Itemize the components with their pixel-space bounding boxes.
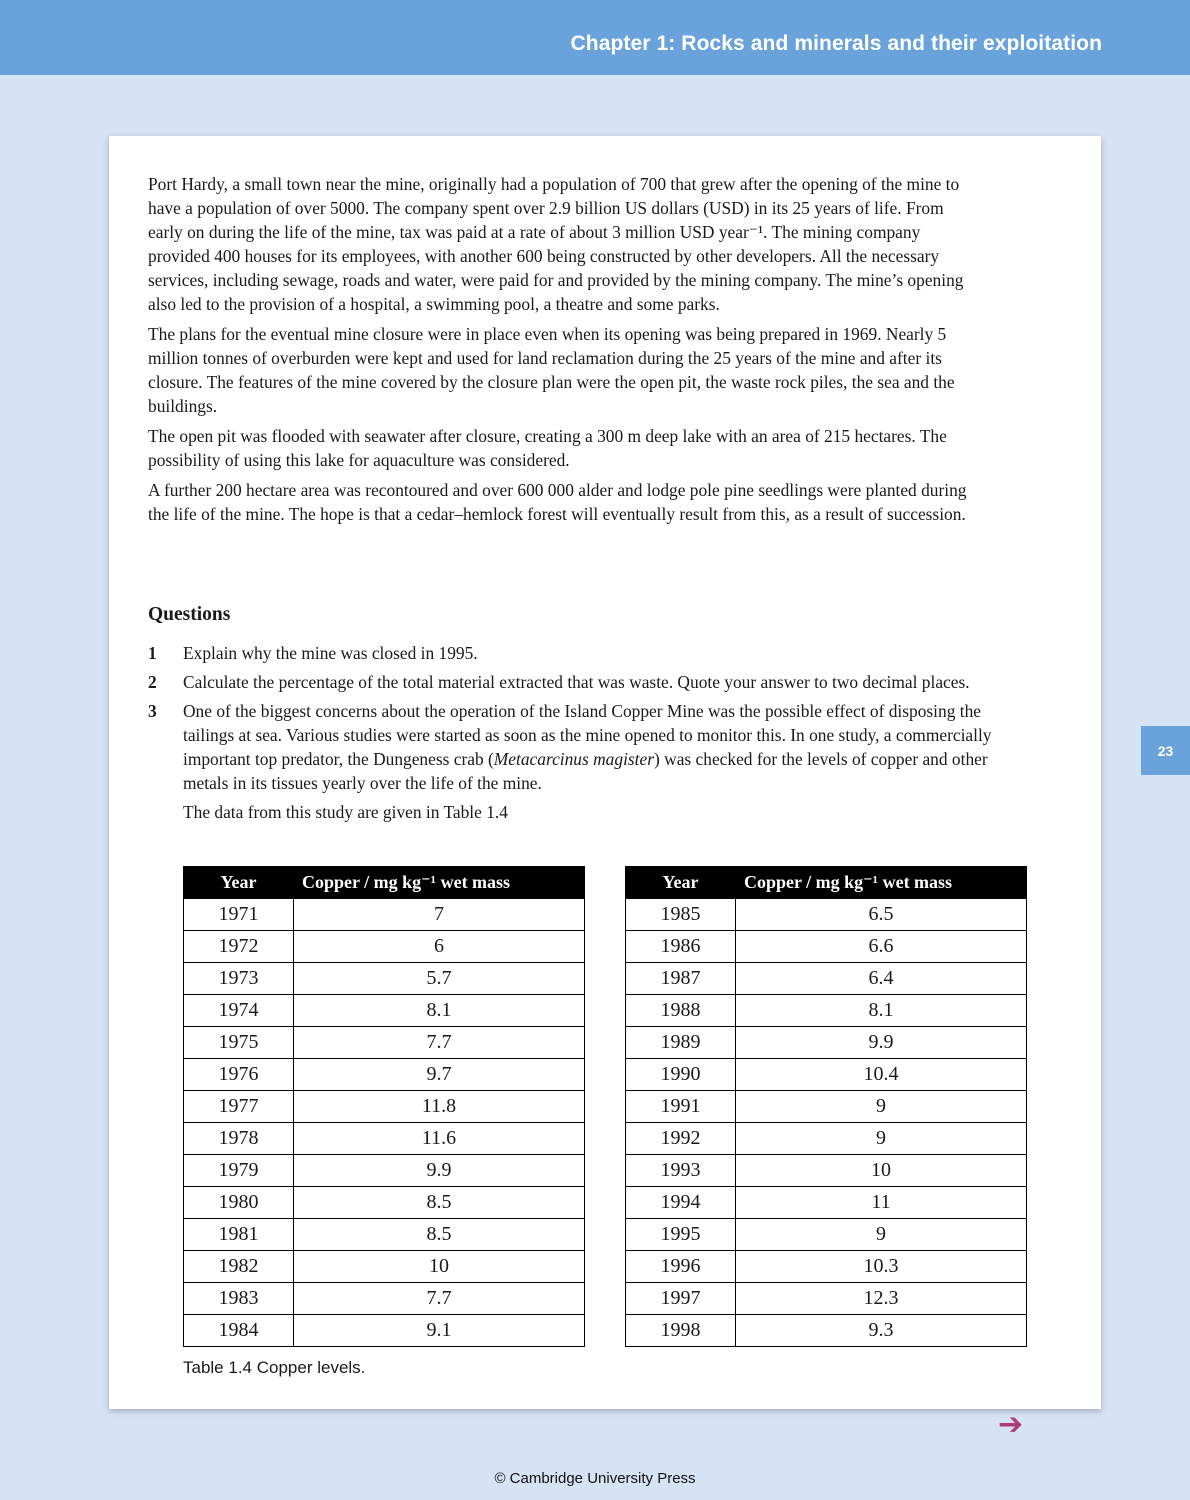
copper-value-cell: 9: [736, 1091, 1027, 1123]
page-number-tab: 23: [1141, 726, 1190, 775]
table-caption-text: Copper levels.: [256, 1358, 366, 1377]
copper-value-cell: 9.9: [294, 1155, 585, 1187]
copper-value-cell: 8.5: [294, 1219, 585, 1251]
table-row: [184, 1315, 585, 1347]
year-cell: 1977: [184, 1091, 294, 1123]
copper-value-cell: 6.4: [736, 963, 1027, 995]
table-row: [626, 1027, 1027, 1059]
year-cell: 1981: [184, 1219, 294, 1251]
copper-value-cell: 9.3: [736, 1315, 1027, 1347]
chapter-title: Chapter 1: Rocks and minerals and their exploitation: [570, 32, 1102, 55]
year-cell: 1998: [626, 1315, 736, 1347]
question-number: 2: [148, 672, 157, 692]
year-cell: 1985: [626, 899, 736, 931]
year-cell: 1979: [184, 1155, 294, 1187]
table-row: [184, 1251, 585, 1283]
copper-value-cell: 10.4: [736, 1059, 1027, 1091]
table-intro: The data from this study are given in Table 1.4: [183, 802, 508, 822]
table-row: [626, 1219, 1027, 1251]
table-row: [184, 963, 585, 995]
table-caption-label: Table 1.4: [183, 1358, 252, 1377]
copper-value-cell: 6: [294, 931, 585, 963]
table-row: [626, 1123, 1027, 1155]
copper-value-cell: 8.1: [736, 995, 1027, 1027]
table-row: [184, 1059, 585, 1091]
question-item: [148, 670, 1008, 694]
table-row: [626, 1283, 1027, 1315]
year-cell: 1988: [626, 995, 736, 1027]
table-row: [184, 1219, 585, 1251]
table-row: [184, 899, 585, 931]
table-row: [626, 1187, 1027, 1219]
question-text-before: One of the biggest concerns about the operation of the Island Copper Mine was the possible effect of disposing the tailings at sea. Various studies were started as soon as the mine opened to monitor this. In one study, a commercially important top predator, the Dungeness crab (: [183, 701, 992, 769]
copper-value-cell: 10: [294, 1251, 585, 1283]
table-row: [184, 1187, 585, 1219]
copper-table-right: [625, 866, 1027, 1347]
table-caption: [183, 1358, 365, 1378]
question-text: Explain why the mine was closed in 1995.: [183, 643, 478, 663]
table-row: [184, 1027, 585, 1059]
table-row: [626, 899, 1027, 931]
copper-value-cell: 7: [294, 899, 585, 931]
year-cell: 1974: [184, 995, 294, 1027]
year-cell: 1992: [626, 1123, 736, 1155]
table-row: [626, 995, 1027, 1027]
species-name: Metacarcinus magister: [493, 749, 654, 769]
copper-value-cell: 12.3: [736, 1283, 1027, 1315]
copper-value-cell: 6.6: [736, 931, 1027, 963]
copper-value-cell: 5.7: [294, 963, 585, 995]
copper-value-cell: 10: [736, 1155, 1027, 1187]
year-cell: 1997: [626, 1283, 736, 1315]
column-header-year: Year: [184, 867, 294, 899]
column-header-copper: Copper / mg kg⁻¹ wet mass: [294, 867, 585, 899]
year-cell: 1976: [184, 1059, 294, 1091]
question-text: Calculate the percentage of the total material extracted that was waste. Quote your answer to two decimal places.: [183, 672, 970, 692]
copper-value-cell: 9.7: [294, 1059, 585, 1091]
year-cell: 1982: [184, 1251, 294, 1283]
table-row: [626, 1155, 1027, 1187]
table-row: [626, 963, 1027, 995]
copper-value-cell: 9: [736, 1123, 1027, 1155]
copyright-footer: © Cambridge University Press: [494, 1470, 696, 1487]
paragraph: The plans for the eventual mine closure were in place even when its opening was being prepared in 1969. Nearly 5 million tonnes of overburden were kept and used for land reclamation during the 25 years of the mine and after its closure. The features of the mine covered by the closure plan were the open pit, the waste rock piles, the sea and the buildings.: [148, 324, 955, 416]
copper-value-cell: 9.1: [294, 1315, 585, 1347]
year-cell: 1984: [184, 1315, 294, 1347]
year-cell: 1989: [626, 1027, 736, 1059]
question-item: [148, 641, 1008, 665]
table-row: [184, 931, 585, 963]
table-row: [626, 1315, 1027, 1347]
table-row: [626, 1251, 1027, 1283]
copper-value-cell: 7.7: [294, 1027, 585, 1059]
year-cell: 1987: [626, 963, 736, 995]
table-header-row: [184, 867, 585, 899]
header-band: [0, 0, 1190, 75]
body-text: [148, 172, 978, 532]
table-header-row: [626, 867, 1027, 899]
year-cell: 1983: [184, 1283, 294, 1315]
copper-value-cell: 9: [736, 1219, 1027, 1251]
year-cell: 1996: [626, 1251, 736, 1283]
copper-value-cell: 11.6: [294, 1123, 585, 1155]
paragraph: The open pit was flooded with seawater after closure, creating a 300 m deep lake with an area of 215 hectares. The possibility of using this lake for aquaculture was considered.: [148, 426, 947, 470]
copper-value-cell: 10.3: [736, 1251, 1027, 1283]
year-cell: 1991: [626, 1091, 736, 1123]
table-row: [184, 995, 585, 1027]
questions-list: [148, 641, 1008, 824]
table-row: [184, 1091, 585, 1123]
year-cell: 1990: [626, 1059, 736, 1091]
copper-table-left: [183, 866, 585, 1347]
question-number: 3: [148, 701, 157, 721]
year-cell: 1994: [626, 1187, 736, 1219]
year-cell: 1995: [626, 1219, 736, 1251]
copper-value-cell: 9.9: [736, 1027, 1027, 1059]
copper-value-cell: 6.5: [736, 899, 1027, 931]
question-text: [183, 701, 991, 793]
paragraph: A further 200 hectare area was recontoured and over 600 000 alder and lodge pole pine seedlings were planted during the life of the mine. The hope is that a cedar–hemlock forest will eventually result from this, as a result of succession.: [148, 480, 967, 524]
table-row: [184, 1283, 585, 1315]
page-card: [109, 136, 1101, 1409]
year-cell: 1975: [184, 1027, 294, 1059]
questions-heading: Questions: [148, 604, 231, 625]
copper-value-cell: 7.7: [294, 1283, 585, 1315]
copper-value-cell: 8.5: [294, 1187, 585, 1219]
year-cell: 1973: [184, 963, 294, 995]
question-item: [148, 699, 1008, 795]
paragraph: Port Hardy, a small town near the mine, originally had a population of 700 that grew after the opening of the mine to have a population of over 5000. The company spent over 2.9 billion US dollars (USD) in its 25 years of life. From early on during the life of the mine, tax was paid at a rate of about 3 million USD year⁻¹. The mining company provided 400 houses for its employees, with another 600 being constructed by other developers. All the necessary services, including sewage, roads and water, were paid for and provided by the mining company. The mine’s opening also led to the provision of a hospital, a swimming pool, a theatre and some parks.: [148, 174, 964, 314]
arrow-right-icon[interactable]: ➔: [998, 1407, 1024, 1442]
column-header-copper: Copper / mg kg⁻¹ wet mass: [736, 867, 1027, 899]
year-cell: 1972: [184, 931, 294, 963]
year-cell: 1980: [184, 1187, 294, 1219]
question-number: 1: [148, 643, 157, 663]
year-cell: 1993: [626, 1155, 736, 1187]
year-cell: 1971: [184, 899, 294, 931]
copper-value-cell: 11.8: [294, 1091, 585, 1123]
column-header-year: Year: [626, 867, 736, 899]
year-cell: 1978: [184, 1123, 294, 1155]
table-row: [184, 1155, 585, 1187]
table-row: [626, 931, 1027, 963]
copper-value-cell: 8.1: [294, 995, 585, 1027]
copper-value-cell: 11: [736, 1187, 1027, 1219]
table-row: [626, 1091, 1027, 1123]
year-cell: 1986: [626, 931, 736, 963]
table-row: [626, 1059, 1027, 1091]
table-row: [184, 1123, 585, 1155]
question-text-after: ) was checked for the levels of copper and other metals in its tissues yearly over the life of the mine.: [183, 749, 988, 793]
